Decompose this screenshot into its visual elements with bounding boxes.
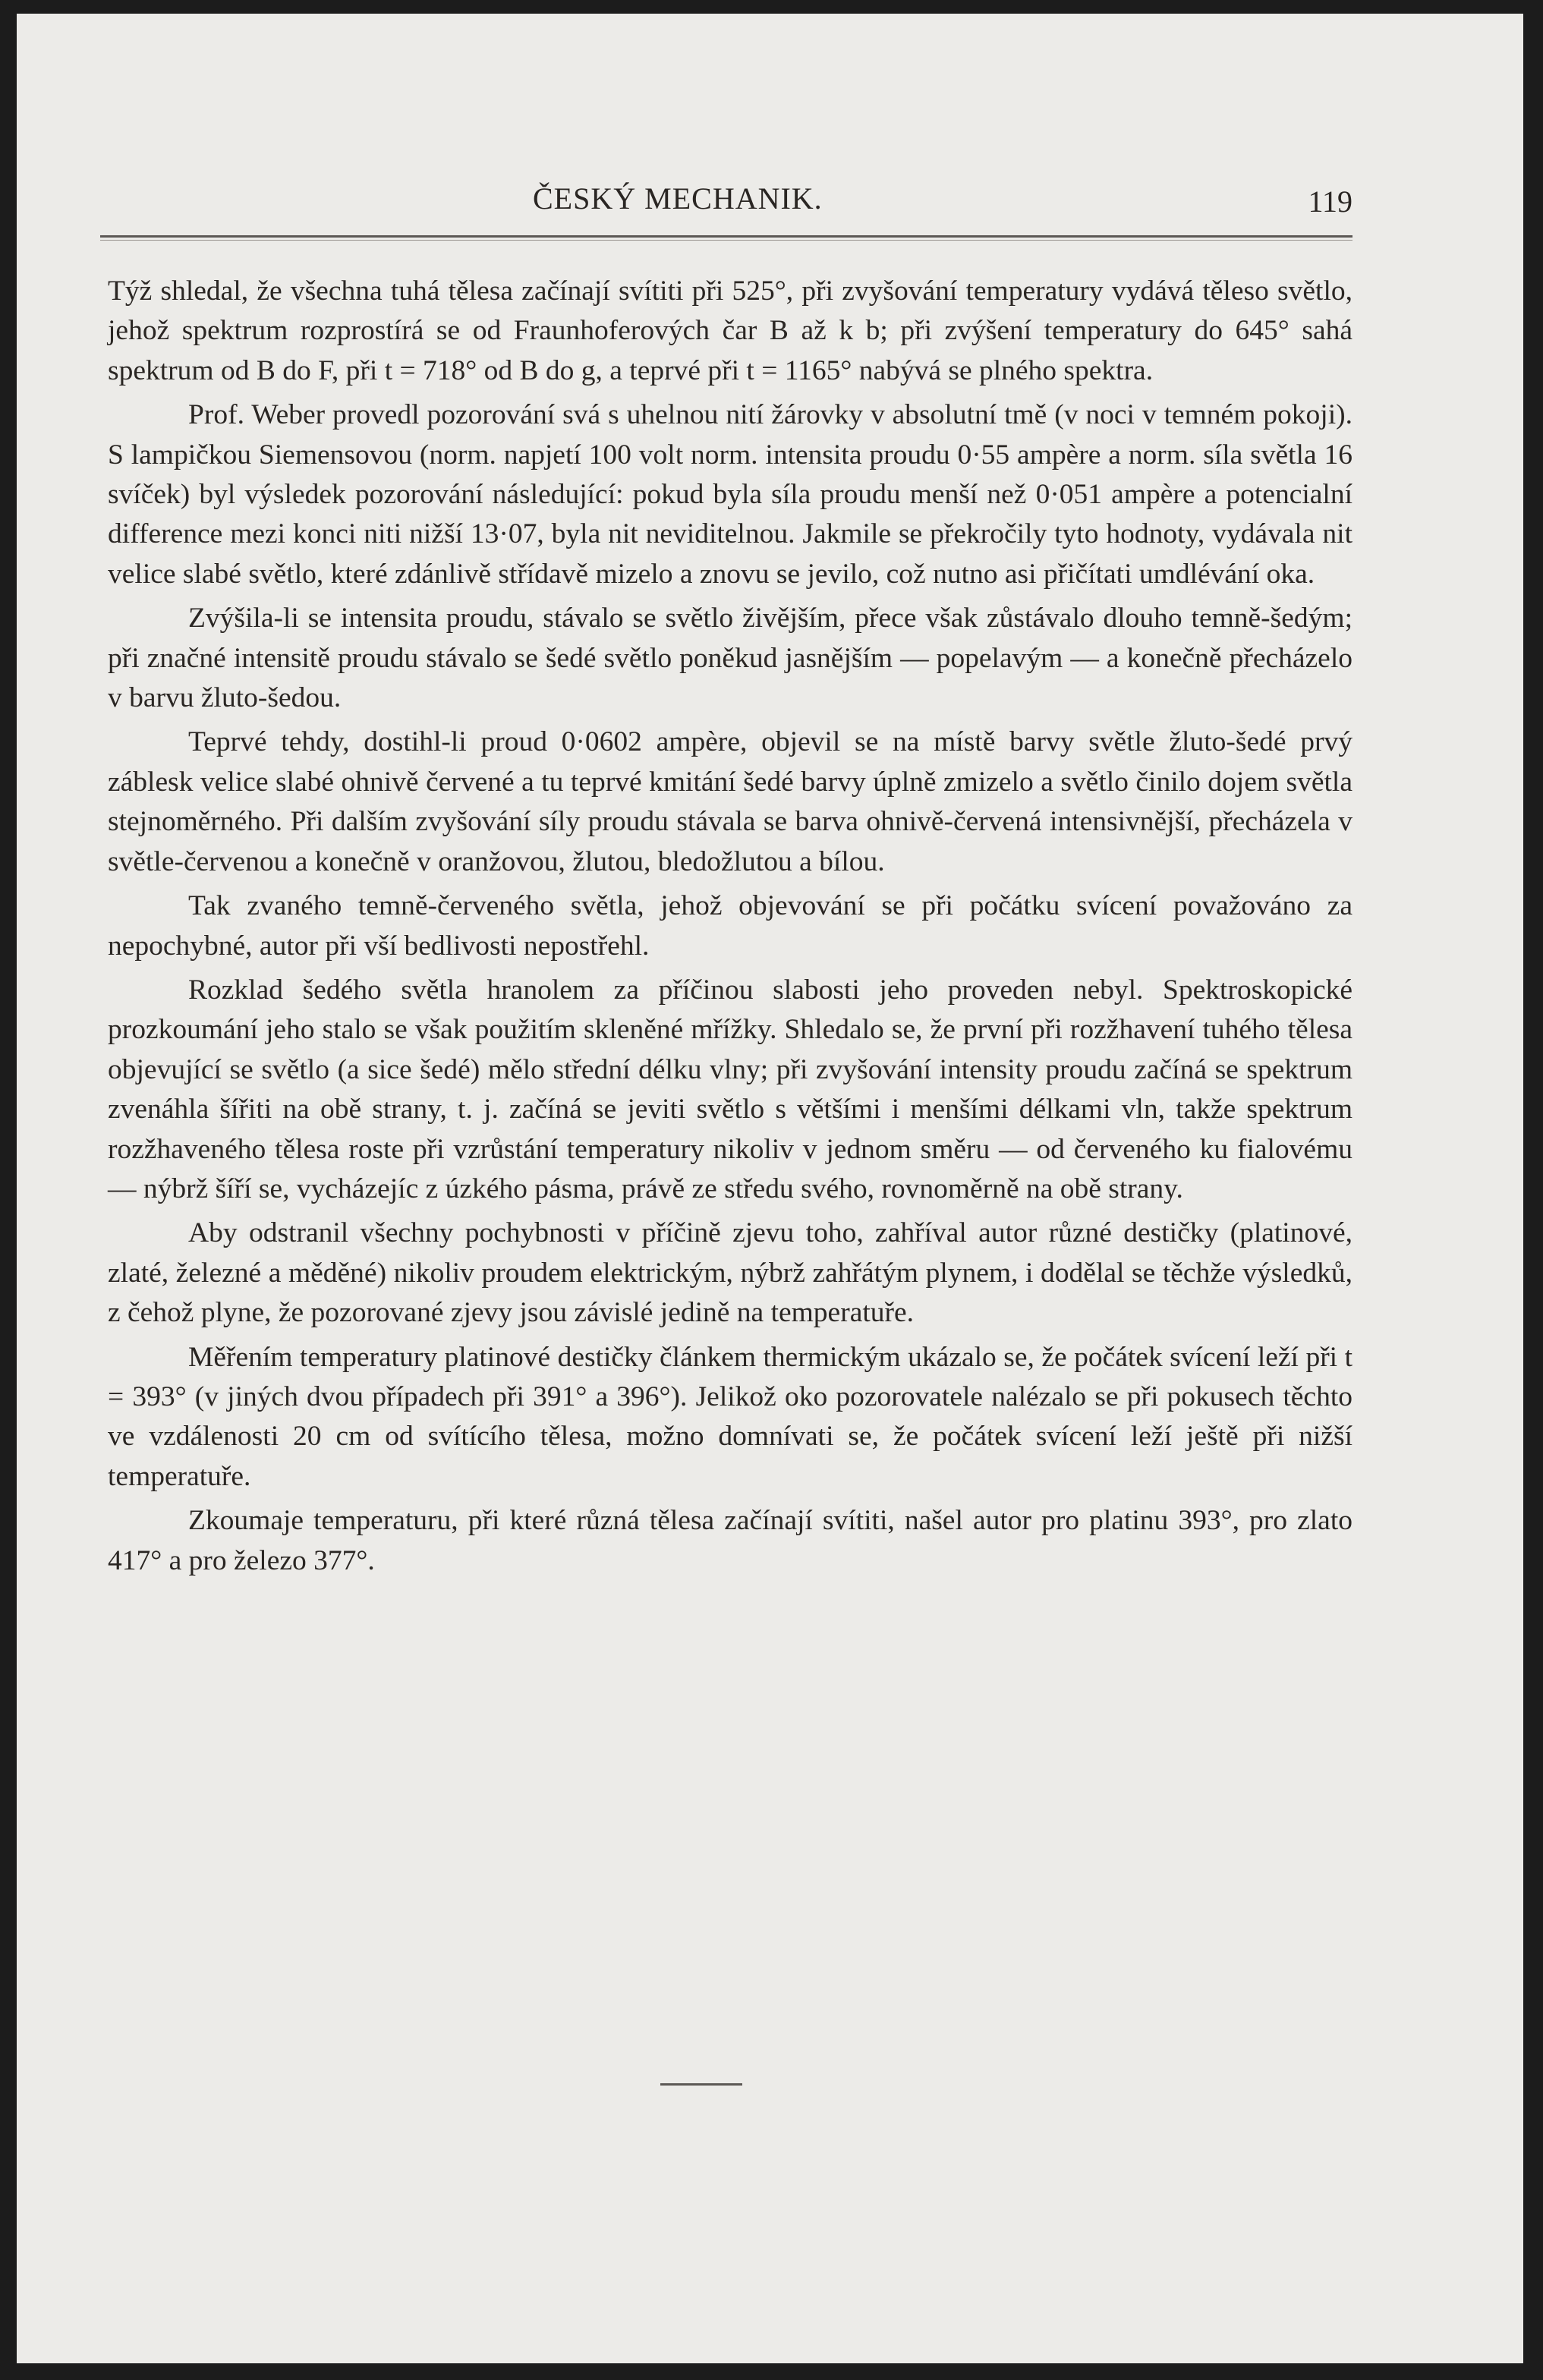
paragraph: Tak zvaného temně-červeného světla, jehož objevování se při počátku svícení považováno za nepochybné, autor při vší bedlivosti nepostřehl.	[108, 890, 1352, 962]
header-rule-thin	[100, 240, 1352, 241]
running-title: ČESKÝ MECHANIK.	[533, 181, 823, 216]
header-rule	[100, 235, 1352, 238]
end-rule	[660, 2083, 742, 2086]
page	[17, 14, 1523, 2363]
paragraph: Zvýšila-li se intensita proudu, stávalo se světlo živějším, přece však zůstávalo dlouho temně-šedým; při značné intensitě proudu stávalo se šedé světlo poněkud jasnějším — popelavým — a konečně přecházelo v barvu žluto-šedou.	[108, 603, 1352, 714]
article-body	[108, 272, 1352, 1585]
paragraph: Rozklad šedého světla hranolem za příčinou slabosti jeho proveden nebyl. Spektroskopické prozkoumání jeho stalo se však použitím skleněné mřížky. Shledalo se, že první při rozžhavení tuhého tělesa objevující se světlo (a sice šedé) mělo střední délku vlny; při zvyšování intensity proudu začíná se spektrum zvenáhla šířiti na obě strany, t. j. začíná se jeviti světlo s většími i menšími délkami vln, takže spektrum rozžhaveného tělesa roste při vzrůstání temperatury nikoliv v jednom směru — od červeného ku fialovému — nýbrž šíří se, vycházejíc z úzkého pásma, právě ze středu svého, rovnoměrně na obě strany.	[108, 974, 1352, 1204]
paragraph: Teprvé tehdy, dostihl-li proud 0·0602 ampère, objevil se na místě barvy světle žluto-šedé prvý záblesk velice slabé ohnivě červené a tu teprvé kmitání šedé barvy úplně zmizelo a světlo činilo dojem světla stejnoměrného. Při dalším zvyšování síly proudu stávala se barva ohnivě-červená intensivnější, přecházela v světle-červenou a konečně v oranžovou, žlutou, bledožlutou a bílou.	[108, 726, 1352, 877]
paragraph: Měřením temperatury platinové destičky článkem thermickým ukázalo se, že počátek svícení leží při t = 393° (v jiných dvou případech při 391° a 396°). Jelikož oko pozorovatele nalézalo se při pokusech těchto ve vzdálenosti 20 cm od svítícího tělesa, možno domnívati se, že počátek svícení leží ještě při nižší temperatuře.	[108, 1341, 1352, 1492]
paragraph: Aby odstranil všechny pochybnosti v příčině zjevu toho, zahříval autor různé destičky (platinové, zlaté, železné a měděné) nikoliv proudem elektrickým, nýbrž zahřátým plynem, i dodělal se těchže výsledků, z čehož plyne, že pozorované zjevy jsou závislé jedině na temperatuře.	[108, 1217, 1352, 1329]
paragraph: Prof. Weber provedl pozorování svá s uhelnou nití žárovky v absolutní tmě (v noci v temném pokoji). S lampičkou Siemensovou (norm. napjetí 100 volt norm. intensita proudu 0·55 ampère a norm. síla světla 16 svíček) byl výsledek pozorování následující: pokud byla síla proudu menší než 0·051 ampère a potencialní difference mezi konci niti nižší 13·07, byla nit neviditelnou. Jakmile se překročily tyto hodnoty, vydávala nit velice slabé světlo, které zdánlivě střídavě mizelo a znovu se jevilo, což nutno asi přičítati umdlévání oka.	[108, 399, 1352, 590]
paragraph: Zkoumaje temperaturu, při které různá tělesa začínají svítiti, našel autor pro platinu 393°, pro zlato 417° a pro železo 377°.	[108, 1505, 1352, 1576]
paragraph: Týž shledal, že všechna tuhá tělesa začínají svítiti při 525°, při zvyšování temperatury vydává těleso světlo, jehož spektrum rozprostírá se od Fraunhoferových čar B až k b; při zvýšení temperatury do 645° sahá spektrum od B do F, při t = 718° od B do g, a teprvé při t = 1165° nabývá se plného spektra.	[108, 275, 1352, 386]
page-header	[108, 181, 1352, 226]
page-number: 119	[1308, 184, 1352, 219]
